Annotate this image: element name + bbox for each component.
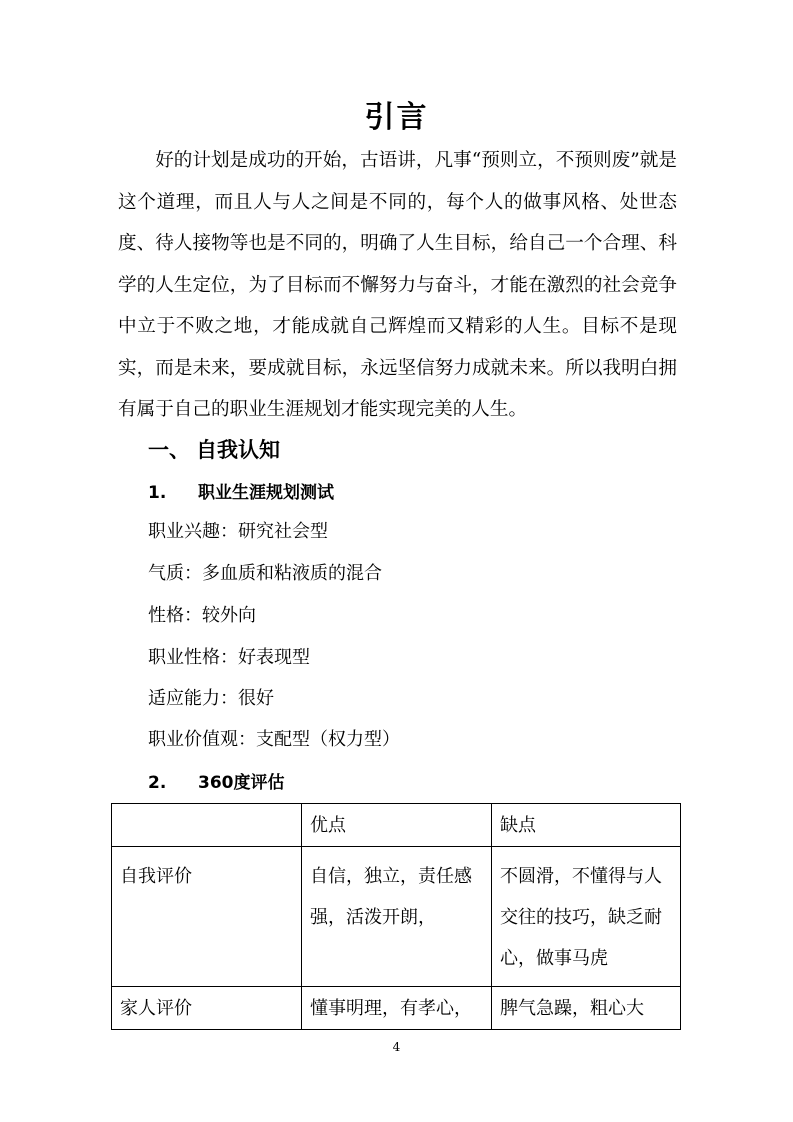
table-cell: 不圆滑，不懂得与人交往的技巧，缺乏耐心，做事马虎 [492, 847, 681, 987]
test-result-line: 适应能力：很好 [148, 688, 274, 709]
test-result-line: 气质：多血质和粘液质的混合 [148, 563, 382, 584]
page-title: 引言 [364, 100, 429, 135]
subsection-number: 1. [148, 483, 167, 503]
table-row [112, 847, 681, 987]
test-result-line: 职业兴趣：研究社会型 [148, 521, 328, 542]
table-header-cell: 优点 [302, 804, 492, 847]
test-result-line: 职业价值观：支配型（权力型） [148, 729, 400, 750]
subsection-heading-360-evaluation [148, 768, 285, 798]
intro-paragraph: 好的计划是成功的开始，古语讲，凡事“预则立，不预则废”就是这个道理，而且人与人之间是不同的，每个人的做事风格、处世态度、待人接物等也是不同的，明确了人生目标，给自己一个合理、科学的人生定位，为了目标而不懈努力与奋斗，才能在激烈的社会竞争中立于不败之地，才能成就自己辉煌而又精彩的人生。目标不是现实，而是未来，要成就目标，永远坚信努力成就未来。所以我明白拥有属于自己的职业生涯规划才能实现完美的人生。 [118, 150, 677, 420]
table-cell: 家人评价 [112, 987, 302, 1030]
test-result-line: 性格：较外向 [148, 605, 256, 626]
section-title: 自我认知 [196, 438, 280, 462]
table-row [112, 987, 681, 1030]
subsection-number: 2. [148, 773, 167, 793]
test-result-line: 职业性格：好表现型 [148, 647, 310, 668]
section-heading-self-awareness [148, 432, 280, 468]
table-cell: 自信，独立，责任感强，活泼开朗， [302, 847, 492, 987]
table-header-row [112, 804, 681, 847]
table-cell: 脾气急躁，粗心大 [492, 987, 681, 1030]
evaluation-table [111, 803, 681, 1030]
table-header-cell: 缺点 [492, 804, 681, 847]
table-header-cell [112, 804, 302, 847]
subsection-title: 360度评估 [198, 773, 285, 793]
subsection-title: 职业生涯规划测试 [198, 483, 334, 503]
page-number: 4 [392, 1040, 401, 1054]
subsection-heading-career-test [148, 478, 334, 508]
table-cell: 自我评价 [112, 847, 302, 987]
section-number: 一、 [148, 438, 190, 462]
table-cell: 懂事明理，有孝心， [302, 987, 492, 1030]
